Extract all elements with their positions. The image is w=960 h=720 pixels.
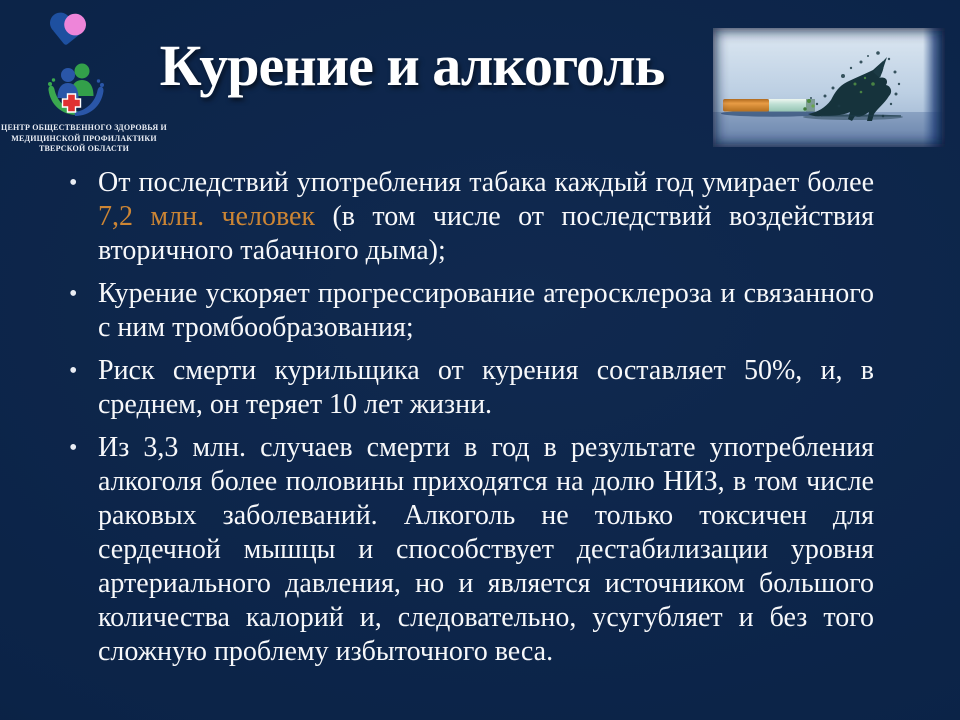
org-name-line: МЕДИЦИНСКОЙ ПРОФИЛАКТИКИ — [11, 133, 157, 143]
org-name-line: ТВЕРСКОЙ ОБЛАСТИ — [38, 144, 129, 153]
body-text: Курение ускоряет прогрессирование атеросклероза и связанного с ним тромбообразования; — [98, 278, 874, 343]
cigarette-photo — [713, 28, 945, 147]
body-text: (в том числе от последствий воздействия вторичного табачного дыма); — [98, 201, 875, 266]
body-text: Риск смерти курильщика от курения составляет 50%, и, в среднем, он теряет 10 лет жизни. — [98, 355, 874, 420]
org-name — [0, 123, 168, 155]
bullet-item-1 — [64, 166, 874, 268]
org-name-line: ЦЕНТР ОБЩЕСТВЕННОГО ЗДОРОВЬЯ И — [1, 123, 167, 132]
bullet-item-3 — [64, 354, 874, 422]
body-text: Из 3,3 млн. случаев смерти в год в результате употребления алкоголя более половины приходятся на долю НИЗ, в том числе раковых заболеваний. Алкоголь не только токсичен для сердечной мышцы и способствует дестабилизации уровня артериального давления, но и является источником большого количества калорий и, следовательно, усугубляет и без того сложную проблему избыточного веса. — [98, 432, 874, 667]
bullet-list — [64, 166, 874, 669]
org-emblem-icon — [44, 59, 108, 119]
bullet-item-2 — [64, 277, 874, 345]
accent-text: 7,2 млн. человек — [98, 201, 316, 232]
slide-body — [64, 166, 874, 678]
body-text: От последствий употребления табака каждый год умирает более — [98, 167, 874, 198]
page-title: Курение и алкоголь — [159, 33, 665, 98]
bullet-item-4 — [64, 431, 874, 669]
heart-logo-icon — [44, 12, 90, 52]
